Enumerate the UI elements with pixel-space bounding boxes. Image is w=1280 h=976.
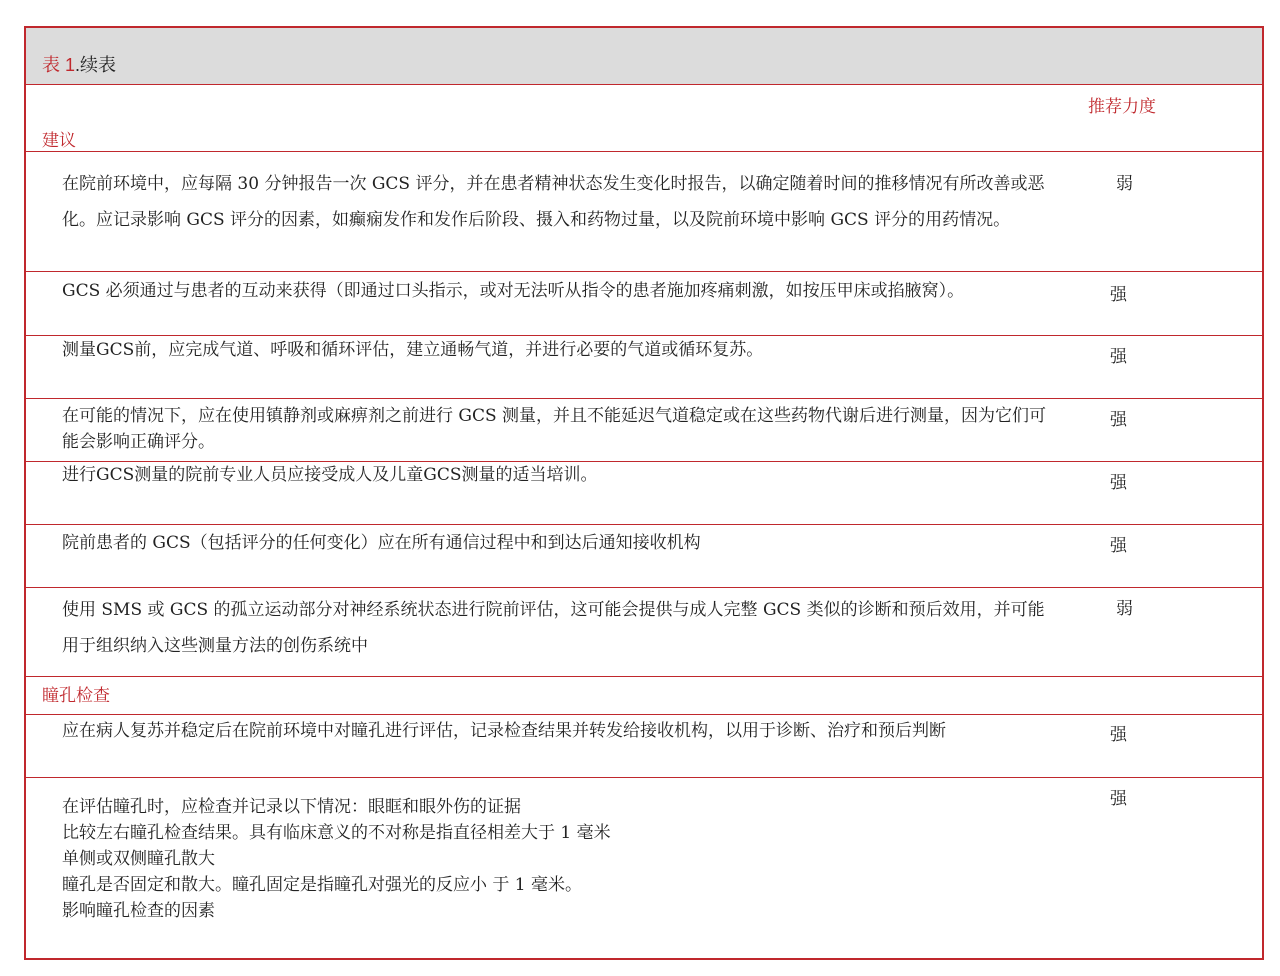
table-caption-rest: .续表 [75,55,117,75]
pupil-checklist-line: 影响瞳孔检查的因素 [62,901,215,921]
table-caption-label: 表 1 [42,55,76,75]
guideline-table [24,26,1264,960]
recommendation-text: 进行GCS测量的院前专业人员应接受成人及儿童GCS测量的适当培训。 [62,465,598,485]
strength-value: 强 [1110,347,1127,367]
strength-value: 强 [1110,725,1127,745]
strength-value: 弱 [1116,174,1133,194]
row-divider [26,676,1262,677]
pupil-checklist-line: 比较左右瞳孔检查结果。具有临床意义的不对称是指直径相差大于 1 毫米 [62,823,611,843]
table-caption [42,51,116,77]
recommendation-text: 使用 SMS 或 GCS 的孤立运动部分对神经系统状态进行院前评估，这可能会提供与成人完整 GCS 类似的诊断和预后效用，并可能用于组织纳入这些测量方法的创伤系统中 [62,600,1045,656]
section-title-recommendations: 建议 [42,131,76,151]
strength-value: 强 [1110,473,1127,493]
recommendation-text: GCS 必须通过与患者的互动来获得（即通过口头指示，或对无法听从指令的患者施加疼痛刺激，如按压甲床或掐腋窝）。 [62,281,965,301]
strength-value: 强 [1110,789,1127,809]
row-divider [26,587,1262,588]
pupil-recommendation-text: 应在病人复苏并稳定后在院前环境中对瞳孔进行评估，记录检查结果并转发给接收机构，以用于诊断、治疗和预后判断 [62,721,946,741]
strength-column-header: 推荐力度 [1088,97,1156,117]
recommendation-text: 测量GCS前，应完成气道、呼吸和循环评估，建立通畅气道，并进行必要的气道或循环复苏。 [62,340,764,360]
pupil-checklist-line: 瞳孔是否固定和散大。瞳孔固定是指瞳孔对强光的反应小 于 1 毫米。 [62,875,583,895]
pupil-checklist-line: 在评估瞳孔时，应检查并记录以下情况：眼眶和眼外伤的证据 [62,797,521,817]
recommendation-text: 院前患者的 GCS（包括评分的任何变化）应在所有通信过程中和到达后通知接收机构 [62,533,701,553]
row-divider [26,335,1262,336]
row-divider [26,398,1262,399]
recommendation-text: 在院前环境中，应每隔 30 分钟报告一次 GCS 评分，并在患者精神状态发生变化时报告，以确定随着时间的推移情况有所改善或恶化。应记录影响 GCS 评分的因素，如癫痫发作和发作后阶段、摄入和药物过量，以及院前环境中影响 GCS 评分的用药情况。 [62,174,1045,230]
section-title-pupil-exam: 瞳孔检查 [42,686,110,706]
row-divider [26,271,1262,272]
row-divider [26,151,1262,152]
strength-value: 强 [1110,536,1127,556]
table-caption-bar [26,28,1262,85]
strength-value: 强 [1110,410,1127,430]
strength-value: 强 [1110,285,1127,305]
row-divider [26,714,1262,715]
pupil-checklist [62,794,611,924]
row-divider [26,524,1262,525]
pupil-checklist-line: 单侧或双侧瞳孔散大 [62,849,215,869]
row-divider [26,777,1262,778]
strength-value: 弱 [1116,599,1133,619]
recommendation-text: 在可能的情况下，应在使用镇静剂或麻痹剂之前进行 GCS 测量，并且不能延迟气道稳定或在这些药物代谢后进行测量，因为它们可能会影响正确评分。 [62,406,1047,452]
